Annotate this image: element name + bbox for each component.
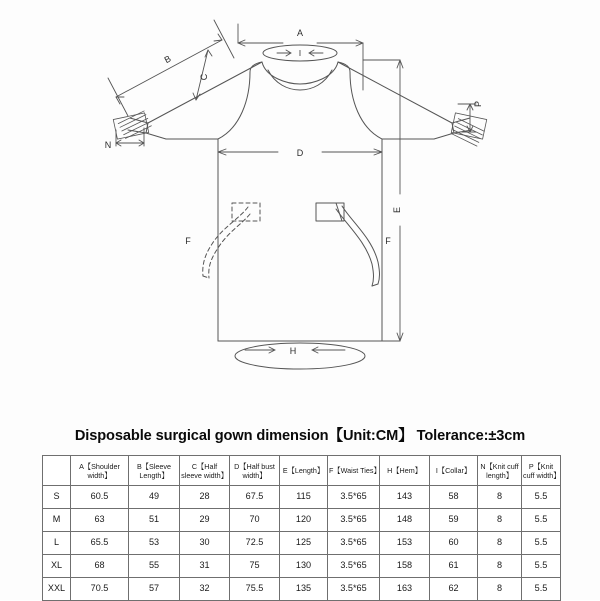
dimension-label-H: H	[289, 346, 297, 356]
left-cuff-bottom	[146, 133, 166, 139]
table-header-n: N【Knit cuff length】	[478, 456, 522, 486]
table-cell-h: 163	[380, 578, 430, 601]
table-cell-n: 8	[478, 532, 522, 555]
table-cell-f: 3.5*65	[328, 532, 380, 555]
table-header-row	[43, 456, 561, 486]
table-row	[43, 509, 561, 532]
dimension-label-D: D	[296, 148, 304, 158]
table-cell-h: 143	[380, 486, 430, 509]
dimension-label-F-left: F	[185, 236, 191, 246]
dimension-label-N: N	[104, 140, 112, 150]
table-cell-d: 67.5	[230, 486, 280, 509]
table-cell-i: 62	[430, 578, 478, 601]
waist-tie-right	[316, 203, 380, 286]
neckline-curve-outer	[262, 62, 338, 84]
table-cell-f: 3.5*65	[328, 578, 380, 601]
dimension-label-E: E	[392, 206, 402, 214]
table-header-h: H【Hem】	[380, 456, 430, 486]
table-cell-b: 57	[129, 578, 180, 601]
table-cell-n: 8	[478, 509, 522, 532]
table-cell-h: 158	[380, 555, 430, 578]
dimension-line-E	[363, 60, 403, 341]
table-cell-h: 153	[380, 532, 430, 555]
table-cell-p: 5.5	[522, 509, 561, 532]
table-cell-c: 30	[180, 532, 230, 555]
table-cell-d: 70	[230, 509, 280, 532]
table-cell-e: 120	[280, 509, 328, 532]
table-header-f: F【Waist Ties】	[328, 456, 380, 486]
table-cell-a: 70.5	[71, 578, 129, 601]
table-cell-i: 58	[430, 486, 478, 509]
neckline-curve-inner	[268, 70, 332, 90]
dimension-label-F-right: F	[385, 236, 391, 246]
left-shoulder-top-line	[148, 62, 262, 123]
table-cell-size: M	[43, 509, 71, 532]
table-header-e: E【Length】	[280, 456, 328, 486]
table-header-p: P【Knit cuff width】	[522, 456, 561, 486]
table-cell-size: XXL	[43, 578, 71, 601]
table-cell-d: 75.5	[230, 578, 280, 601]
table-cell-b: 49	[129, 486, 180, 509]
table-cell-i: 59	[430, 509, 478, 532]
table-cell-a: 68	[71, 555, 129, 578]
table-row	[43, 486, 561, 509]
table-header-b: B【Sleeve Length】	[129, 456, 180, 486]
table-header-corner	[43, 456, 71, 486]
table-cell-f: 3.5*65	[328, 509, 380, 532]
left-sleeve-to-cuff	[128, 118, 148, 133]
table-cell-f: 3.5*65	[328, 555, 380, 578]
chart-title: Disposable surgical gown dimension【Unit:CM】 Tolerance:±3cm	[74, 428, 526, 444]
table-cell-d: 72.5	[230, 532, 280, 555]
table-cell-size: XL	[43, 555, 71, 578]
table-cell-c: 28	[180, 486, 230, 509]
table-cell-h: 148	[380, 509, 430, 532]
table-cell-a: 65.5	[71, 532, 129, 555]
table-cell-e: 135	[280, 578, 328, 601]
table-cell-e: 115	[280, 486, 328, 509]
size-table-container	[42, 455, 560, 601]
waist-tie-left	[203, 203, 260, 278]
table-cell-p: 5.5	[522, 578, 561, 601]
table-cell-e: 130	[280, 555, 328, 578]
table-header-i: I【Collar】	[430, 456, 478, 486]
table-cell-c: 29	[180, 509, 230, 532]
table-cell-p: 5.5	[522, 532, 561, 555]
table-cell-p: 5.5	[522, 486, 561, 509]
table-row	[43, 578, 561, 601]
table-cell-f: 3.5*65	[328, 486, 380, 509]
table-cell-a: 60.5	[71, 486, 129, 509]
hem-ellipse	[235, 343, 365, 369]
table-cell-i: 61	[430, 555, 478, 578]
table-cell-b: 53	[129, 532, 180, 555]
table-header-d: D【Half bust width】	[230, 456, 280, 486]
left-knit-cuff	[113, 110, 153, 139]
table-header-a: A【Shoulder width】	[71, 456, 129, 486]
table-header-c: C【Half sleeve width】	[180, 456, 230, 486]
table-cell-i: 60	[430, 532, 478, 555]
right-shoulder-top-line	[338, 62, 452, 123]
dimension-label-C: C	[199, 73, 209, 81]
table-cell-c: 31	[180, 555, 230, 578]
table-cell-size: L	[43, 532, 71, 555]
table-cell-b: 51	[129, 509, 180, 532]
size-table	[42, 455, 561, 601]
table-cell-n: 8	[478, 486, 522, 509]
dimension-label-P: P	[473, 100, 483, 108]
table-cell-size: S	[43, 486, 71, 509]
dimension-line-B	[108, 20, 234, 116]
table-cell-c: 32	[180, 578, 230, 601]
table-row	[43, 555, 561, 578]
table-cell-b: 55	[129, 555, 180, 578]
table-cell-d: 75	[230, 555, 280, 578]
table-cell-p: 5.5	[522, 555, 561, 578]
table-cell-n: 8	[478, 578, 522, 601]
table-cell-e: 125	[280, 532, 328, 555]
right-cuff-bottom	[434, 133, 454, 139]
dimension-label-B: B	[162, 53, 173, 66]
table-row	[43, 532, 561, 555]
table-cell-a: 63	[71, 509, 129, 532]
dimension-label-A: A	[296, 28, 304, 38]
dimension-label-I: I	[298, 49, 302, 58]
table-cell-n: 8	[478, 555, 522, 578]
